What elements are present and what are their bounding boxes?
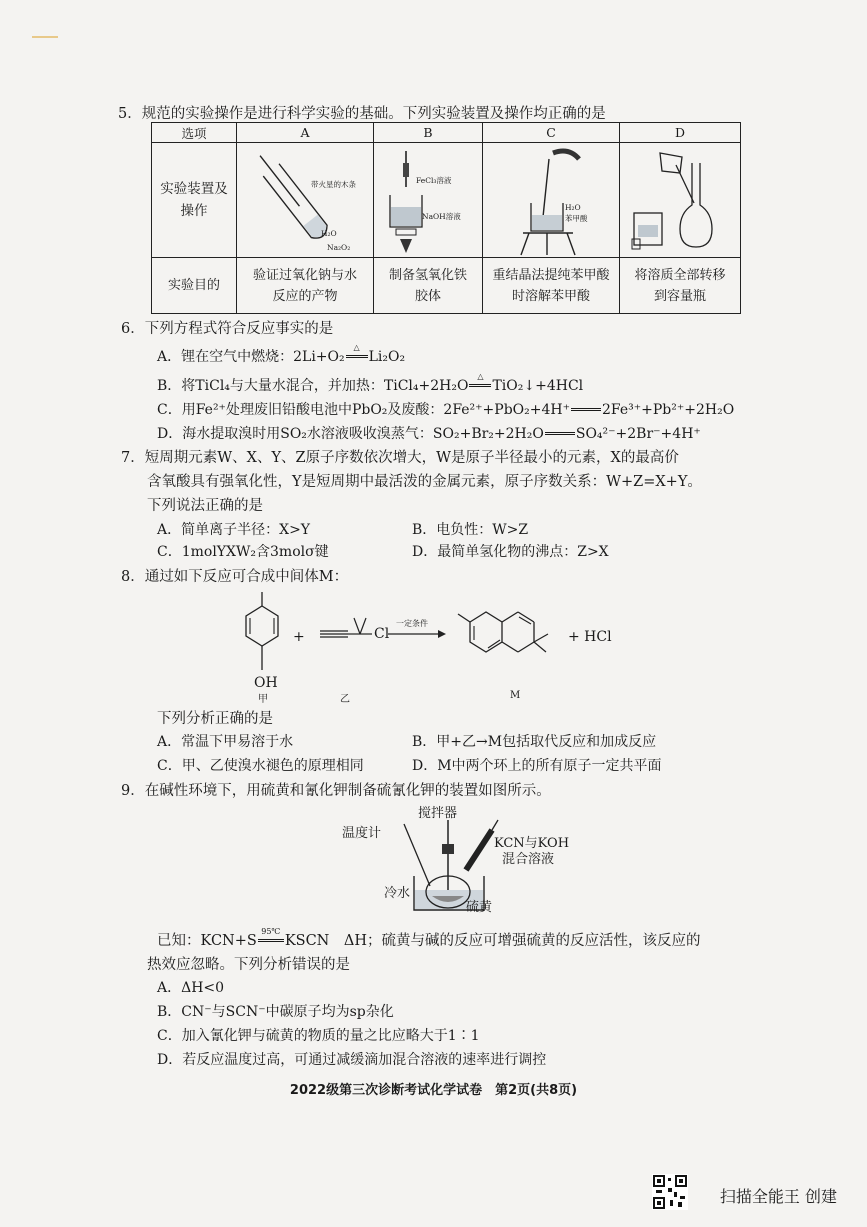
q6-option-d: D．海水提取溴时用SO₂水溶液吸收溴蒸气：SO₂+Br₂+2H₂O SO₄²⁻+2Br⁻+4H⁺ (157, 426, 701, 442)
plus-sign: + (293, 629, 305, 645)
q9-stem: 9．在碱性环境下，用硫黄和氰化钾制备硫氰化钾的装置如图所示。 (121, 783, 551, 799)
thermometer-label: 温度计 (342, 826, 382, 841)
compound-m: M (510, 690, 521, 701)
apparatus-a (237, 143, 374, 258)
table-header: A (237, 123, 374, 143)
q7-line-3: 下列说法正确的是 (147, 498, 263, 514)
compound-yi: 乙 (340, 694, 350, 705)
q8-substem: 下列分析正确的是 (157, 711, 273, 727)
q6-stem: 6．下列方程式符合反应事实的是 (121, 321, 334, 337)
q7-line-2: 含氧酸具有强氧化性，Y是短周期中最活泼的金属元素，原子序数关系：W+Z=X+Y。 (147, 474, 702, 490)
table-cell: 将溶质全部转移到容量瓶 (620, 258, 741, 314)
q8-option-d: D．M中两个环上的所有原子一定共平面 (412, 758, 662, 774)
label-c-h2o: H₂O (565, 203, 581, 212)
page-footer: 2022级第三次诊断考试化学试卷 第2页(共8页) (289, 1083, 578, 1098)
label-na2o2: Na₂O₂ (327, 243, 351, 252)
stirrer-label: 搅拌器 (418, 806, 458, 821)
q7-option-d: D．最简单氢化物的沸点：Z>X (412, 544, 609, 560)
apparatus-d (620, 143, 741, 258)
hcl-label: + HCl (568, 629, 612, 645)
sulfur-label: 硫黄 (466, 900, 493, 915)
q6-option-c: C．用Fe²⁺处理废旧铅酸电池中PbO₂及废酸：2Fe²⁺+PbO₂+4H⁺ 2Fe³⁺+Pb²⁺+2H₂O (157, 402, 735, 418)
table-header: C (483, 123, 620, 143)
q9-known: 已知：KCN+S 95℃ KSCN ΔH；硫黄与碱的反应可增强硫黄的反应活性，该反应的 (157, 927, 701, 949)
q8-option-c: C．甲、乙使溴水褪色的原理相同 (157, 758, 364, 774)
table-cell: 制备氢氧化铁胶体 (374, 258, 483, 314)
label-naoh: NaOH溶液 (422, 212, 461, 221)
q8-stem: 8．通过如下反应可合成中间体M： (121, 569, 349, 585)
table-header: D (620, 123, 741, 143)
row-label: 实验目的 (152, 258, 237, 314)
beaker-dropper-diagram (374, 143, 482, 257)
q6-option-a: A．锂在空气中燃烧：2Li+O₂ △ Li₂O₂ (157, 343, 406, 365)
q7-line-1: 7．短周期元素W、X、Y、Z原子序数依次增大，W是原子半径最小的元素，X的最高价 (121, 450, 679, 466)
table-cell: 验证过氧化钠与水反应的产物 (237, 258, 374, 314)
scan-edge-mark (32, 36, 58, 38)
q9-line-2: 热效应忽略。下列分析错误的是 (147, 957, 350, 973)
chlorine-label: Cl (374, 626, 390, 642)
reaction-scheme (230, 590, 620, 700)
watermark-text: 扫描全能王 创建 (719, 1187, 837, 1206)
apparatus-c (483, 143, 620, 258)
cold-water-label: 冷水 (384, 886, 411, 901)
q9-option-a: A．ΔH<0 (157, 980, 225, 996)
q5-stem: 5．规范的实验操作是进行科学实验的基础。下列实验装置及操作均正确的是 (118, 106, 606, 122)
q9-option-c: C．加入氰化钾与硫黄的物质的量之比应略大于1∶1 (157, 1028, 480, 1044)
test-tube-diagram (237, 143, 373, 257)
q8-option-b: B．甲+乙→M包括取代反应和加成反应 (412, 734, 657, 750)
q7-option-b: B．电负性：W>Z (412, 522, 529, 538)
volumetric-flask-diagram (620, 143, 740, 257)
q7-option-c: C．1molYXW₂含3molσ键 (157, 544, 329, 560)
reaction-condition: 一定条件 (396, 619, 428, 628)
table-header: B (374, 123, 483, 143)
compound-jia: 甲 (258, 694, 268, 705)
q7-option-a: A．简单离子半径：X>Y (157, 522, 311, 538)
q6-option-b: B．将TiCl₄与大量水混合，并加热：TiCl₄+2H₂O △ TiO₂↓+4HCl (157, 372, 584, 394)
label-h2o: H₂O (321, 229, 337, 238)
qr-code-icon (652, 1174, 688, 1210)
q5-table (151, 122, 741, 314)
feed-label-1: KCN与KOH (494, 836, 570, 851)
label-fecl3: FeCl₃溶液 (416, 176, 452, 185)
q9-option-d: D．若反应温度过高，可通过减缓滴加混合溶液的速率进行调控 (157, 1052, 547, 1068)
table-cell: 重结晶法提纯苯甲酸时溶解苯甲酸 (483, 258, 620, 314)
q8-option-a: A．常温下甲易溶于水 (157, 734, 294, 750)
oh-label: OH (254, 675, 278, 691)
heating-beaker-diagram (483, 143, 619, 257)
apparatus-b (374, 143, 483, 258)
label-splint: 带火星的木条 (311, 180, 356, 189)
row-label: 实验装置及操作 (152, 143, 237, 258)
q9-option-b: B．CN⁻与SCN⁻中碳原子均为sp杂化 (157, 1004, 394, 1020)
feed-label-2: 混合溶液 (502, 852, 555, 867)
table-header: 选项 (152, 123, 237, 143)
label-benzoic: 苯甲酸 (565, 214, 588, 223)
